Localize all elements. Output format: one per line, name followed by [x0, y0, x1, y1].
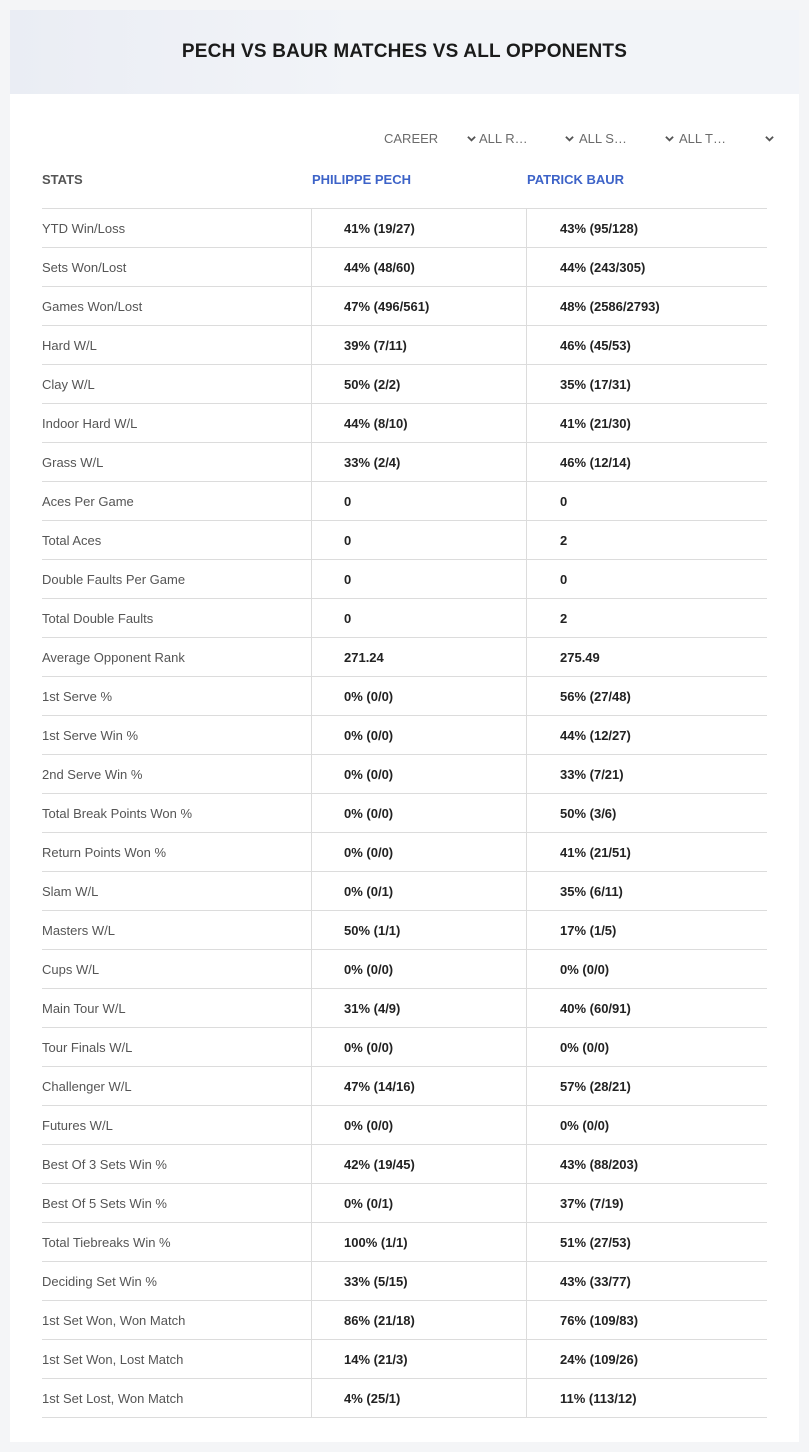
stat-label: Hard W/L: [42, 337, 97, 353]
table-row: [42, 326, 767, 365]
table-row: [42, 248, 767, 287]
stat-label: Total Aces: [42, 532, 102, 548]
stats-column-header: STATS: [42, 172, 83, 187]
player1-value: 39% (7/11): [311, 326, 526, 364]
surfaces-select[interactable]: [579, 128, 674, 148]
stat-label: YTD Win/Loss: [42, 220, 126, 236]
stat-label: Main Tour W/L: [42, 1000, 126, 1016]
table-row: [42, 1067, 767, 1106]
stat-label: Futures W/L: [42, 1117, 113, 1133]
stat-label: 1st Serve Win %: [42, 727, 139, 743]
stat-label: Cups W/L: [42, 961, 100, 977]
surfaces-select-value: ALL S…: [579, 130, 627, 146]
stat-label: Grass W/L: [42, 454, 104, 470]
table-row: [42, 1145, 767, 1184]
chevron-down-icon: [467, 134, 476, 143]
chevron-down-icon: [665, 134, 674, 143]
table-row: [42, 404, 767, 443]
player1-value: 0% (0/1): [311, 872, 526, 910]
stat-label: Masters W/L: [42, 922, 115, 938]
player1-value: 271.24: [311, 638, 526, 676]
chevron-down-icon: [565, 134, 574, 143]
stats-card: [10, 10, 799, 1442]
player2-value: 44% (12/27): [526, 716, 767, 754]
table-row: [42, 833, 767, 872]
table-row: [42, 950, 767, 989]
player1-value: 0% (0/0): [311, 716, 526, 754]
stat-label: Total Break Points Won %: [42, 805, 193, 821]
stat-label: Aces Per Game: [42, 493, 134, 509]
player1-value: 0% (0/0): [311, 833, 526, 871]
page-title: PECH VS BAUR MATCHES VS ALL OPPONENTS: [181, 41, 628, 62]
table-row: [42, 1262, 767, 1301]
stat-label: Slam W/L: [42, 883, 99, 899]
player1-value: 47% (496/561): [311, 287, 526, 325]
player2-value: 41% (21/30): [526, 404, 767, 442]
table-row: [42, 1106, 767, 1145]
player1-value: 0% (0/0): [311, 677, 526, 715]
table-row: [42, 872, 767, 911]
player2-value: 17% (1/5): [526, 911, 767, 949]
stat-label: 1st Set Won, Lost Match: [42, 1351, 184, 1367]
player2-value: 0: [526, 560, 767, 598]
player2-value: 41% (21/51): [526, 833, 767, 871]
table-row: [42, 599, 767, 638]
player2-value: 51% (27/53): [526, 1223, 767, 1261]
table-row: [42, 1301, 767, 1340]
player1-value: 50% (1/1): [311, 911, 526, 949]
player2-value: 40% (60/91): [526, 989, 767, 1027]
chevron-down-icon: [765, 134, 774, 143]
player1-value: 0% (0/0): [311, 1106, 526, 1144]
table-row: [42, 560, 767, 599]
stat-label: 1st Set Lost, Won Match: [42, 1390, 184, 1406]
player2-value: 33% (7/21): [526, 755, 767, 793]
player1-value: 33% (5/15): [311, 1262, 526, 1300]
player1-value: 0% (0/0): [311, 755, 526, 793]
player1-value: 0% (0/0): [311, 794, 526, 832]
player2-value: 57% (28/21): [526, 1067, 767, 1105]
table-row: [42, 1028, 767, 1067]
table-row: [42, 638, 767, 677]
player1-value: 0% (0/0): [311, 1028, 526, 1066]
tournaments-select[interactable]: [679, 128, 774, 148]
period-select[interactable]: [384, 128, 476, 148]
stat-label: Return Points Won %: [42, 844, 167, 860]
player2-value: 46% (45/53): [526, 326, 767, 364]
player1-value: 14% (21/3): [311, 1340, 526, 1378]
stat-label: Deciding Set Win %: [42, 1273, 157, 1289]
table-row: [42, 911, 767, 950]
player1-value: 41% (19/27): [311, 209, 526, 247]
player1-value: 44% (48/60): [311, 248, 526, 286]
player1-value: 50% (2/2): [311, 365, 526, 403]
table-row: [42, 755, 767, 794]
table-row: [42, 521, 767, 560]
stat-label: Total Double Faults: [42, 610, 154, 626]
stat-label: Challenger W/L: [42, 1078, 132, 1094]
table-row: [42, 677, 767, 716]
rounds-select[interactable]: [479, 128, 574, 148]
player1-value: 31% (4/9): [311, 989, 526, 1027]
player1-value: 33% (2/4): [311, 443, 526, 481]
player2-value: 0% (0/0): [526, 1106, 767, 1144]
player2-value: 48% (2586/2793): [526, 287, 767, 325]
player2-value: 43% (33/77): [526, 1262, 767, 1300]
player2-value: 0% (0/0): [526, 1028, 767, 1066]
player1-value: 44% (8/10): [311, 404, 526, 442]
player1-value: 100% (1/1): [311, 1223, 526, 1261]
table-row: [42, 794, 767, 833]
stat-label: Total Tiebreaks Win %: [42, 1234, 171, 1250]
player2-value: 35% (6/11): [526, 872, 767, 910]
stat-label: Best Of 3 Sets Win %: [42, 1156, 167, 1172]
table-row: [42, 209, 767, 248]
stat-label: 2nd Serve Win %: [42, 766, 143, 782]
stat-label: Clay W/L: [42, 376, 95, 392]
stat-label: Sets Won/Lost: [42, 259, 127, 275]
table-row: [42, 443, 767, 482]
player1-value: 47% (14/16): [311, 1067, 526, 1105]
tournaments-select-value: ALL T…: [679, 130, 726, 146]
stat-label: Average Opponent Rank: [42, 649, 185, 665]
table-row: [42, 287, 767, 326]
stat-label: Games Won/Lost: [42, 298, 143, 314]
rounds-select-value: ALL R…: [479, 130, 528, 146]
player2-value: 275.49: [526, 638, 767, 676]
period-select-value: CAREER: [384, 130, 439, 146]
player1-value: 86% (21/18): [311, 1301, 526, 1339]
table-row: [42, 482, 767, 521]
stats-table: [42, 208, 767, 1418]
player2-value: 50% (3/6): [526, 794, 767, 832]
player2-value: 46% (12/14): [526, 443, 767, 481]
player2-value: 43% (88/203): [526, 1145, 767, 1183]
player1-value: 0% (0/1): [311, 1184, 526, 1222]
stat-label: Indoor Hard W/L: [42, 415, 138, 431]
filter-bar: [382, 128, 778, 148]
stat-label: 1st Serve %: [42, 688, 113, 704]
table-row: [42, 716, 767, 755]
player2-value: 2: [526, 521, 767, 559]
player2-value: 43% (95/128): [526, 209, 767, 247]
player1-value: 0: [311, 482, 526, 520]
player1-value: 0% (0/0): [311, 950, 526, 988]
stat-label: Tour Finals W/L: [42, 1039, 133, 1055]
player2-value: 76% (109/83): [526, 1301, 767, 1339]
player1-value: 0: [311, 521, 526, 559]
player1-value: 0: [311, 599, 526, 637]
table-row: [42, 1223, 767, 1262]
player2-value: 2: [526, 599, 767, 637]
player2-value: 11% (113/12): [526, 1379, 767, 1417]
player2-value: 35% (17/31): [526, 365, 767, 403]
player1-value: 0: [311, 560, 526, 598]
table-row: [42, 1184, 767, 1223]
table-row: [42, 989, 767, 1028]
player2-value: 0% (0/0): [526, 950, 767, 988]
player1-value: 42% (19/45): [311, 1145, 526, 1183]
stat-label: 1st Set Won, Won Match: [42, 1312, 186, 1328]
table-row: [42, 1340, 767, 1379]
stat-label: Best Of 5 Sets Win %: [42, 1195, 167, 1211]
player2-value: 56% (27/48): [526, 677, 767, 715]
player2-value: 44% (243/305): [526, 248, 767, 286]
player2-value: 24% (109/26): [526, 1340, 767, 1378]
stat-label: Double Faults Per Game: [42, 571, 186, 587]
player1-value: 4% (25/1): [311, 1379, 526, 1417]
table-row: [42, 365, 767, 404]
player2-value: 37% (7/19): [526, 1184, 767, 1222]
player2-value: 0: [526, 482, 767, 520]
card-header: [10, 10, 799, 94]
player1-link[interactable]: PHILIPPE PECH: [312, 172, 411, 187]
table-row: [42, 1379, 767, 1418]
player2-link[interactable]: PATRICK BAUR: [527, 172, 625, 187]
